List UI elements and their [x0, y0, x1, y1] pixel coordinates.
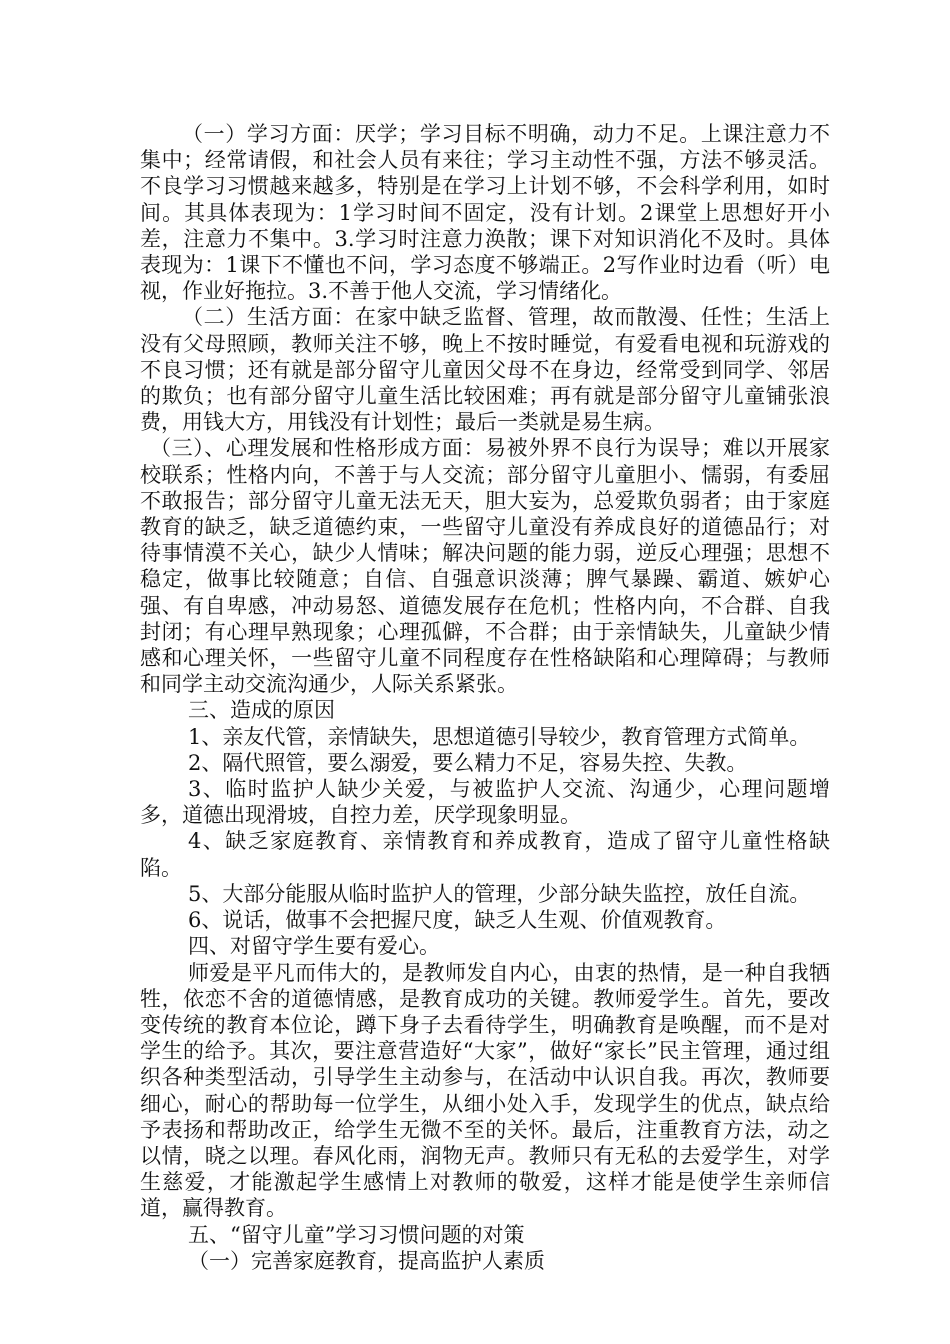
heading-causes: 三、造成的原因 — [188, 698, 335, 723]
list-item-cause-2: 2、隔代照管，要么溺爱，要么精力不足，容易失控、失教。 — [188, 750, 748, 775]
list-item-cause-6: 6、说话，做事不会把握尺度，缺乏人生观、价值观教育。 — [188, 908, 727, 933]
list-item-cause-1: 1、亲友代管，亲情缺失，思想道德引导较少，教育管理方式简单。 — [188, 724, 811, 749]
paragraph-study-aspect: （一）学习方面：厌学；学习目标不明确，动力不足。上课注意力不集中；经常请假，和社会人员有来往；学习主动性不强，方法不够灵活。不良学习习惯越来越多，特别是在学习上计划不够，不会科学利用，如时间。其具体表现为：1学习时间不固定，没有计划。2课堂上思想好开小差，注意力不集中。3.学习时注意力涣散；课下对知识消化不及时。具体表现为：1课下不懂也不问，学习态度不够端正。2写作业时边看（听）电视，作业好拖拉。3.不善于他人交流，学习情绪化。 — [140, 122, 830, 304]
heading-countermeasures: 五、“留守儿童”学习习惯问题的对策 — [188, 1222, 525, 1247]
paragraph-psychology-aspect: （三）、心理发展和性格形成方面：易被外界不良行为误导；难以开展家校联系；性格内向，不善于与人交流；部分留守儿童胆小、懦弱，有委屈不敢报告；部分留守儿童无法无天，胆大妄为，总爱欺负弱者；由于家庭教育的缺乏，缺乏道德约束，一些留守儿童没有养成良好的道德品行；对待事情漠不关心，缺少人情味；解决问题的能力弱，逆反心理强；思想不稳定，做事比较随意；自信、自强意识淡薄；脾气暴躁、霸道、嫉妒心强、有自卑感，冲动易怒、道德发展存在危机；性格内向，不合群、自我封闭；有心理早熟现象；心理孤僻，不合群；由于亲情缺失，儿童缺少情感和心理关怀，一些留守儿童不同程度存在性格缺陷和心理障碍；与教师和同学主动交流沟通少，人际关系紧张。 — [140, 436, 830, 697]
list-item-cause-3: 3、临时监护人缺少关爱，与被监护人交流、沟通少，心理问题增多，道德出现滑坡，自控力差，厌学现象明显。 — [140, 777, 830, 828]
paragraph-teacher-love: 师爱是平凡而伟大的，是教师发自内心，由衷的热情，是一种自我牺牲，依恋不舍的道德情感，是教育成功的关键。教师爱学生。首先，要改变传统的教育本位论，蹲下身子去看待学生，明确教育是唤醒，而不是对学生的给予。其次，要注意营造好“大家”，做好“家长”民主管理，通过组织各种类型活动，引导学生主动参与，在活动中认识自我。再次，教师要细心，耐心的帮助每一位学生，从细小处入手，发现学生的优点，缺点给予表扬和帮助改正，给学生无微不至的关怀。最后，注重教育方法，动之以情，晓之以理。春风化雨，润物无声。教师只有无私的去爱学生，对学生慈爱，才能激起学生感情上对教师的敬爱，这样才能是使学生亲师信道，赢得教育。 — [140, 960, 830, 1221]
document-body — [140, 121, 830, 1274]
heading-love-students: 四、对留守学生要有爱心。 — [188, 934, 440, 959]
list-item-cause-5: 5、大部分能服从临时监护人的管理，少部分缺失监控，放任自流。 — [188, 881, 811, 906]
list-item-cause-4: 4、缺乏家庭教育、亲情教育和养成教育，造成了留守儿童性格缺陷。 — [140, 829, 830, 880]
subheading-family-education: （一）完善家庭教育，提高监护人素质 — [188, 1248, 545, 1273]
paragraph-life-aspect: （二）生活方面：在家中缺乏监督、管理，故而散漫、任性；生活上没有父母照顾，教师关注不够，晚上不按时睡觉，有爱看电视和玩游戏的不良习惯；还有就是部分留守儿童因父母不在身边，经常受到同学、邻居的欺负；也有部分留守儿童生活比较困难；再有就是部分留守儿童铺张浪费，用钱大方，用钱没有计划性；最后一类就是易生病。 — [140, 305, 830, 435]
